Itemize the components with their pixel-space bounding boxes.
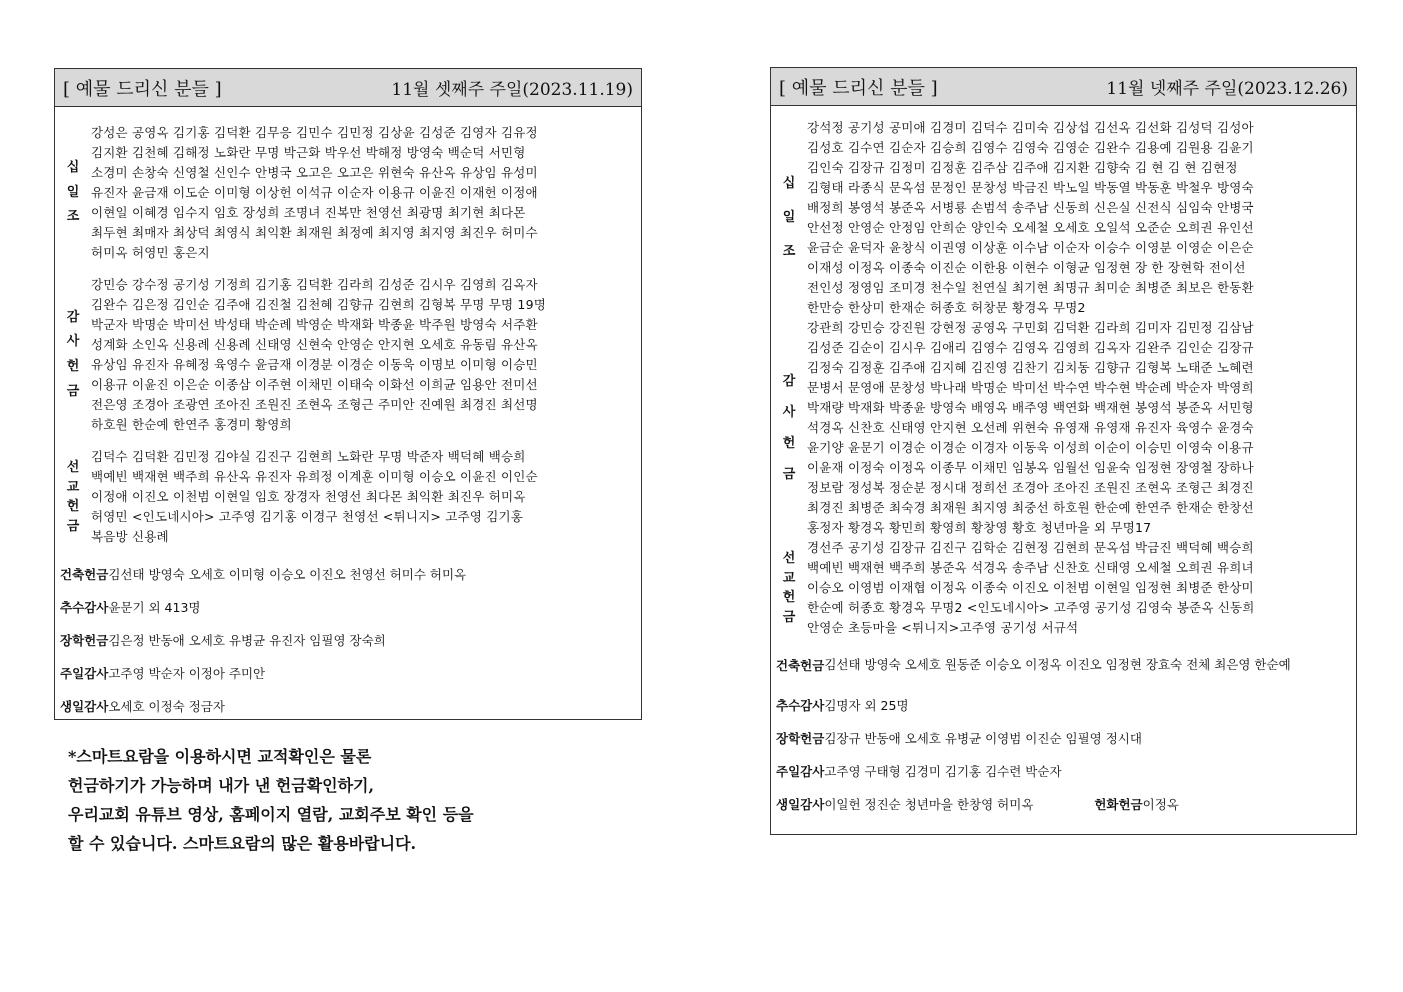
name-row: 이재성 이정옥 이종숙 이진순 이한용 이현수 이형균 임정현 장 한 장현학 전이선 <box>807 260 1246 275</box>
name-row: 석경옥 신찬호 신태영 안지현 오선례 위현숙 유영재 유영재 유진자 육영수 윤경숙 <box>807 420 1254 435</box>
right-section-thanksgiving <box>771 318 1356 538</box>
scholarship-offering-row: 장학헌금 김장규 반동애 오세호 유병균 이영범 이진순 임필영 정시대 <box>776 730 1142 746</box>
name-row: 성계화 소인옥 신용례 신용례 신태영 신현숙 안영순 안지현 오세호 유동림 유산옥 <box>91 337 538 352</box>
right-panel-header <box>771 68 1356 106</box>
sunday-thanks-row: 주일감사 고주영 구태형 김경미 김기홍 김수련 박순자 <box>776 763 1062 779</box>
name-row: 하호원 한순예 한연주 홍경미 황영희 <box>91 417 292 432</box>
name-row: 정보람 정성복 정순분 정시대 정희선 조경아 조아진 조원진 조현옥 조형근 최경진 <box>807 480 1254 495</box>
notice-line: 할 수 있습니다. 스마트요람의 많은 활용바랍니다. <box>68 834 417 853</box>
name-row: 김성호 김수연 김순자 김승희 김영수 김영숙 김영순 김완수 김용예 김원용 김윤기 <box>807 140 1254 155</box>
name-row: 윤기양 윤문기 이경순 이경순 이경자 이동욱 이성희 이순이 이승민 이영숙 이용규 <box>807 440 1254 455</box>
name-list <box>91 275 641 435</box>
section-label: 십 일 조 <box>66 159 80 225</box>
smart-yoram-notice <box>68 742 474 858</box>
left-panel-header <box>55 69 641 107</box>
name-list <box>91 447 641 547</box>
name-row: 허미옥 허영민 홍은지 <box>91 245 210 260</box>
right-offering-panel <box>770 67 1357 835</box>
name-list <box>807 538 1356 638</box>
left-section-mission <box>55 447 641 547</box>
name-row: 한만승 한상미 한재순 허종호 허창문 황경옥 무명2 <box>807 300 1086 315</box>
name-row: 전은영 조경아 조광연 조아진 조원진 조현옥 조형근 주미안 진예원 최경진 최선명 <box>91 397 538 412</box>
name-row: 김성준 김순이 김시우 김애리 김영수 김영옥 김영희 김옥자 김완주 김인순 김장규 <box>807 340 1254 355</box>
name-row: 이정애 이진오 이천범 이현일 임호 장경자 천영선 최다몬 최익환 최진우 허미옥 <box>91 489 526 504</box>
left-section-tithe <box>55 123 641 263</box>
name-row: 강석정 공기성 공미애 김경미 김덕수 김미숙 김상섭 김선옥 김선화 김성덕 김성아 <box>807 120 1254 135</box>
right-panel-title: [ 예물 드리신 분들 ] <box>779 77 938 99</box>
name-row: 유상임 유진자 유혜정 육영수 윤금재 이경분 이경순 이동욱 이명보 이미형 이승민 <box>91 357 538 372</box>
section-label: 십 일 조 <box>782 176 796 259</box>
name-row: 복음방 신용례 <box>91 529 169 544</box>
name-row: 안선정 안영순 안정임 안희순 양인숙 오세철 오세호 오일석 오준순 오희권 유인선 <box>807 220 1254 235</box>
building-offering-row: 건축헌금 김선태 방영숙 오세호 이미형 이승오 이진오 천영선 허미수 허미옥 <box>60 566 467 582</box>
harvest-thanks-row: 추수감사 김명자 외 25명 <box>776 697 909 713</box>
name-row: 김지환 김천혜 김해정 노화란 무명 박근화 박우선 박해정 방영숙 백순덕 서민형 <box>91 145 526 160</box>
notice-line: 우리교회 유튜브 영상, 홈페이지 열람, 교회주보 확인 등을 <box>68 805 474 824</box>
sunday-thanks-row: 주일감사 고주영 박순자 이정아 주미안 <box>60 665 266 681</box>
name-row: 김형태 라종식 문옥섬 문정인 문창성 박금진 박노일 박동열 박동훈 박철우 방영숙 <box>807 180 1254 195</box>
name-row: 강민승 강수정 공기성 기정희 김기홍 김덕환 김라희 김성준 김시우 김영희 김옥자 <box>91 277 538 292</box>
name-row: 유진자 윤금재 이도순 이미형 이상헌 이석규 이순자 이용규 이윤진 이재헌 이정애 <box>91 185 538 200</box>
scholarship-offering-row: 장학헌금 김은정 반동애 오세호 유병균 유진자 임필영 장숙희 <box>60 632 386 648</box>
name-row: 한순예 허종호 황경옥 무명2 <인도네시아> 고주영 공기성 김영숙 봉준옥 신동희 <box>807 600 1255 615</box>
section-label: 감 사 헌 금 <box>66 309 80 399</box>
name-row: 문병서 문영애 문창성 박나래 박명순 박미선 박수연 박수현 박순례 박순자 박영희 <box>807 380 1254 395</box>
birthday-thanks-row: 생일감사 이일헌 정진순 청년마을 한창영 허미옥 헌화헌금 이정옥 <box>776 796 1179 812</box>
name-row: 홍정자 황경옥 황민희 황영희 황창영 황호 청년마을 외 무명17 <box>807 520 1152 535</box>
name-row: 이승오 이영범 이재협 이정옥 이종숙 이진오 이천범 이현일 임정현 최병준 한상미 <box>807 580 1254 595</box>
left-panel-date: 11월 셋째주 주일(2023.11.19) <box>391 80 633 100</box>
name-list <box>91 123 641 263</box>
name-row: 경선주 공기성 김장규 김진구 김학순 김현정 김현희 문옥섬 박금진 백덕혜 백승희 <box>807 540 1254 555</box>
building-offering-row: 건축헌금 김선태 방영숙 오세호 원동준 이승오 이정옥 이진오 임정현 장효숙 전체 최은영 한순예 <box>776 657 1291 673</box>
name-row: 김덕수 김덕환 김민정 김야실 김진구 김현희 노화란 무명 박준자 백덕혜 백승희 <box>91 449 526 464</box>
section-label: 선 교 헌 금 <box>782 551 796 625</box>
notice-line: 헌금하기가 가능하며 내가 낸 헌금확인하기, <box>68 776 375 795</box>
name-row: 백예빈 백재현 백주희 유산옥 유진자 유희정 이계훈 이미형 이승오 이윤진 이인순 <box>91 469 538 484</box>
notice-line: *스마트요람을 이용하시면 교적확인은 물론 <box>68 747 372 766</box>
name-row: 이현일 이혜경 임수지 임호 장성희 조명녀 진복만 천영선 최광명 최기현 최다몬 <box>91 205 526 220</box>
left-section-thanksgiving <box>55 275 641 435</box>
flower-offering-label: 헌화헌금 <box>1094 796 1143 812</box>
name-row: 소경미 손창숙 신영철 신인수 안병국 오고은 오고은 위현숙 유산옥 유상임 유성미 <box>91 165 538 180</box>
name-row: 김인숙 김장규 김정미 김정훈 김주삼 김주애 김지환 김향숙 김 현 김 현 김현정 <box>807 160 1238 175</box>
name-row: 박재량 박재화 박종윤 방영숙 배영옥 배주영 백연화 백재현 봉영석 봉준옥 서민형 <box>807 400 1254 415</box>
name-list <box>807 118 1356 318</box>
name-row: 배정희 봉영석 봉준옥 서병룡 손범석 송주남 신동희 신은실 신전식 심임숙 안병국 <box>807 200 1254 215</box>
name-row: 안영순 초등마을 <튀니지>고주영 공기성 서규석 <box>807 620 1079 635</box>
name-row: 박군자 박명순 박미선 박성태 박순례 박영순 박재화 박종윤 박주원 방영숙 서주환 <box>91 317 538 332</box>
section-label: 감 사 헌 금 <box>782 373 796 483</box>
harvest-thanks-row: 추수감사 윤문기 외 413명 <box>60 599 201 615</box>
name-row: 김정숙 김정훈 김주애 김지혜 김진영 김찬기 김치동 김향규 김형복 노태준 노혜련 <box>807 360 1254 375</box>
right-panel-date: 11월 넷째주 주일(2023.12.26) <box>1106 79 1348 99</box>
name-row: 최두현 최매자 최상덕 최영식 최익환 최재원 최정예 최지영 최지영 최진우 허미수 <box>91 225 538 240</box>
name-row: 최경진 최병준 최숙경 최재원 최지영 최중선 하호원 한순예 한연주 한재순 한창선 <box>807 500 1254 515</box>
right-section-tithe <box>771 118 1356 318</box>
name-row: 허영민 <인도네시아> 고주영 김기홍 이경구 천영선 <튀니지> 고주영 김기홍 <box>91 509 524 524</box>
right-section-mission <box>771 538 1356 638</box>
name-row: 김완수 김은정 김인순 김주애 김진철 김천혜 김향규 김현희 김형복 무명 무명 19명 <box>91 297 547 312</box>
name-row: 이용규 이윤진 이은순 이종삼 이주현 이채민 이태숙 이화선 이희균 임용안 전미선 <box>91 377 538 392</box>
name-row: 강성은 공영옥 김기홍 김덕환 김무응 김민수 김민정 김상윤 김성준 김영자 김유정 <box>91 125 538 140</box>
name-row: 백예빈 백재현 백주희 봉준옥 석경옥 송주남 신찬호 신태영 오세철 오희권 유희녀 <box>807 560 1254 575</box>
section-label: 선 교 헌 금 <box>66 460 80 534</box>
name-row: 이윤재 이정숙 이정옥 이종무 이채민 임봉옥 임월선 임윤숙 임정현 장영철 장하나 <box>807 460 1254 475</box>
name-list <box>807 318 1356 538</box>
left-offering-panel <box>54 68 642 720</box>
flower-offering-value: 이정옥 <box>1142 796 1179 812</box>
name-row: 강관희 강민승 강진원 강현정 공영옥 구민회 김덕환 김라희 김미자 김민정 김삼남 <box>807 320 1254 335</box>
name-row: 윤금순 윤덕자 윤창식 이권영 이상훈 이수남 이순자 이승수 이영분 이영순 이은순 <box>807 240 1254 255</box>
left-panel-title: [ 예물 드리신 분들 ] <box>63 78 222 100</box>
birthday-thanks-row: 생일감사 오세호 이정숙 정금자 <box>60 698 225 714</box>
name-row: 전인성 정영임 조미경 천수일 천연실 최기현 최명규 최미순 최병준 최보은 한동환 <box>807 280 1254 295</box>
